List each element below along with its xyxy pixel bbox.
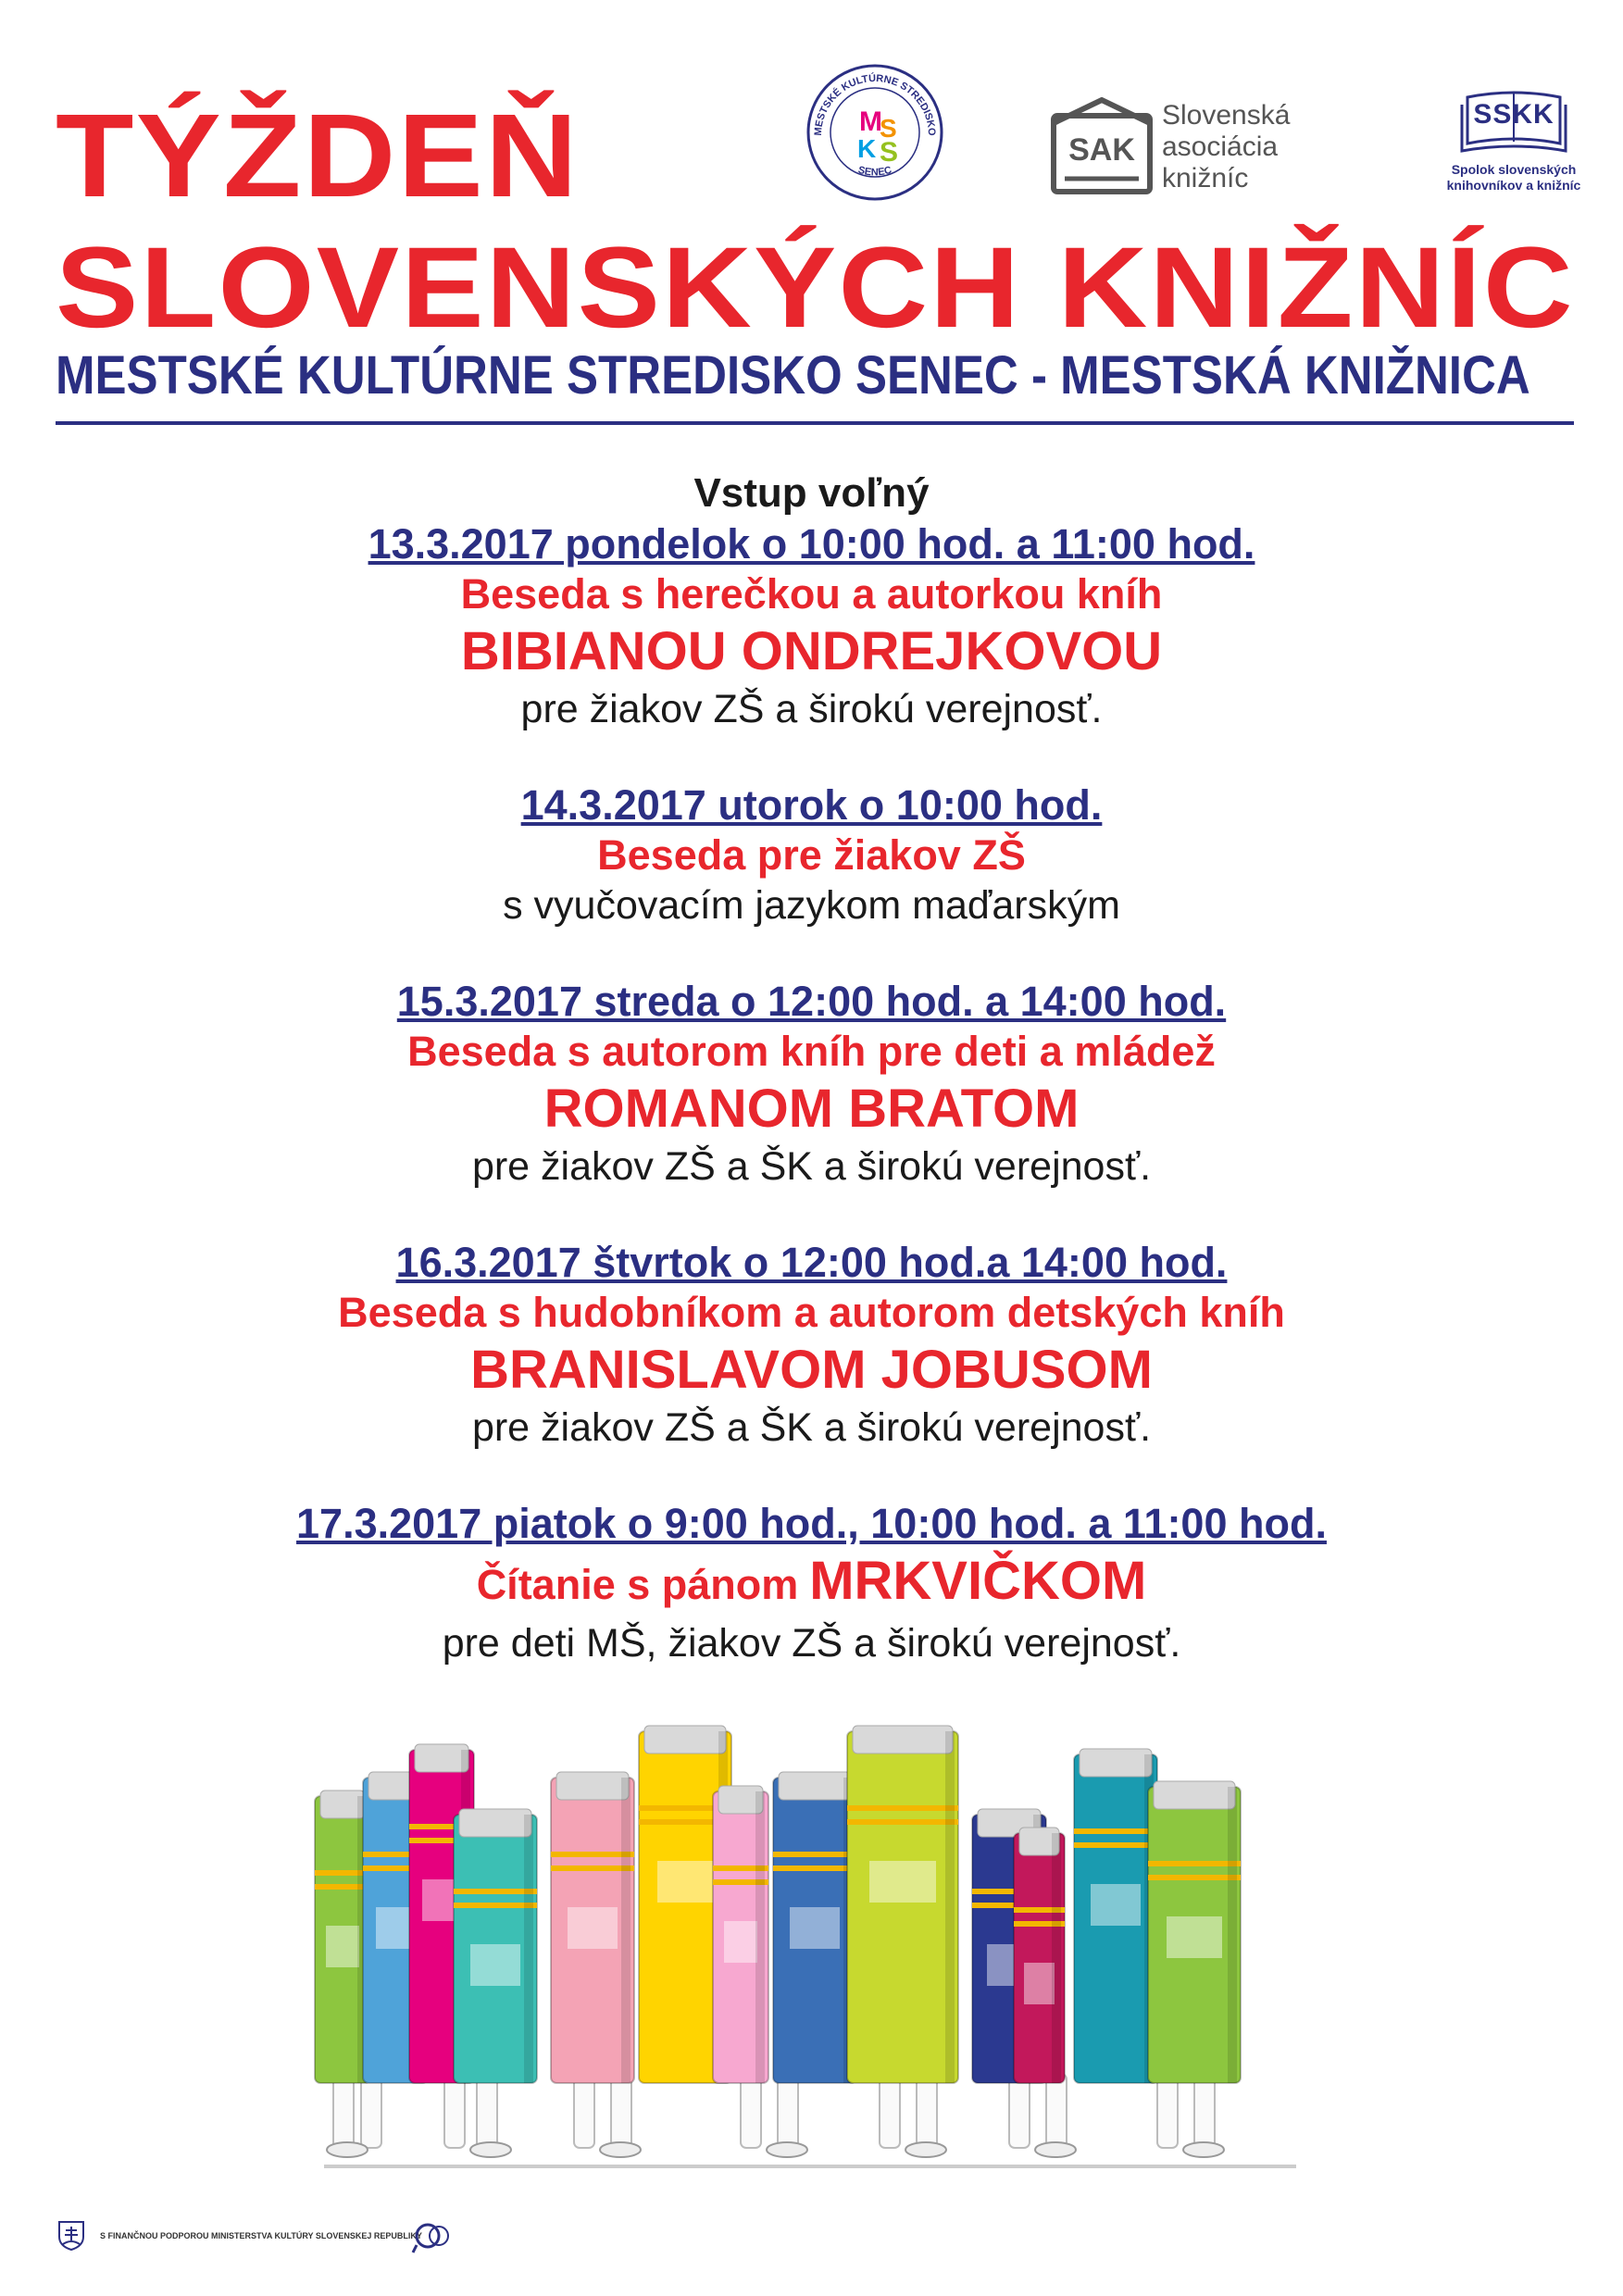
- event-description: Beseda s autorom kníh pre deti a mládež: [407, 1028, 1216, 1075]
- event-3: [0, 977, 1623, 1192]
- sak-name-line3: knižníc: [1162, 163, 1249, 193]
- footer-support-text: S FINANČNOU PODPOROU MINISTERSTVA KULTÚRY SLOVENSKEJ REPUBLIKY: [100, 2231, 422, 2240]
- book-spine: [1074, 1749, 1157, 2083]
- program: [0, 468, 1623, 1668]
- msks-letter-s1: S: [880, 114, 897, 143]
- msks-logo: [805, 63, 944, 202]
- msks-letter-s2: S: [880, 137, 899, 168]
- poster-subtitle: MESTSKÉ KULTÚRNE STREDISKO SENEC - MESTSKÁ KNIŽNICA: [56, 345, 1530, 406]
- event-audience: pre žiakov ZŠ a širokú verejnosť.: [520, 687, 1103, 731]
- book-spine: [847, 1726, 958, 2083]
- msks-ring-bottom: SENEC: [856, 164, 893, 179]
- sskk-logo: [1446, 88, 1581, 199]
- event-date: 15.3.2017 streda o 12:00 hod. a 14:00 hod.: [396, 978, 1227, 1025]
- event-description: Beseda pre žiakov ZŠ: [597, 831, 1026, 879]
- msks-letter-m: M: [859, 106, 882, 137]
- books: [315, 1726, 1241, 2083]
- event-5: [0, 1499, 1623, 1668]
- event-date: 17.3.2017 piatok o 9:00 hod., 10:00 hod. a 11:00 hod.: [296, 1500, 1327, 1547]
- poster-title-line1: TÝŽDEŇ: [56, 90, 580, 222]
- event-audience: pre žiakov ZŠ a ŠK a širokú verejnosť.: [471, 1144, 1152, 1189]
- book-spine: [1148, 1781, 1241, 2083]
- msks-letter-k: K: [857, 134, 877, 163]
- event-date: 16.3.2017 štvrtok o 12:00 hod.a 14:00 hod.: [395, 1239, 1228, 1286]
- sskk-name-line2: knihovníkov a knižníc: [1446, 178, 1581, 193]
- header-divider: [56, 421, 1574, 425]
- event-date: 13.3.2017 pondelok o 10:00 hod. a 11:00 hod.: [368, 520, 1255, 568]
- event-date: 14.3.2017 utorok o 10:00 hod.: [520, 781, 1103, 829]
- book-spine: [551, 1772, 634, 2083]
- poster-title-line2: SLOVENSKÝCH KNIŽNÍC: [56, 224, 1575, 352]
- sak-name-line2: asociácia: [1162, 131, 1279, 162]
- book-spine: [1014, 1828, 1065, 2083]
- event-guest: BRANISLAVOM JOBUSOM: [470, 1340, 1153, 1400]
- sak-logo-mark: [1051, 97, 1153, 194]
- sskk-abbr: SSKK: [1473, 99, 1554, 130]
- book-spine: [454, 1809, 537, 2083]
- event-description-line: [0, 1549, 1623, 1618]
- sskk-name: [1440, 162, 1588, 193]
- sak-name-line1: Slovenská: [1162, 100, 1291, 131]
- event-4: [0, 1238, 1623, 1453]
- event-guest: ROMANOM BRATOM: [543, 1079, 1080, 1139]
- event-description: Beseda s herečkou a autorkou kníh: [460, 570, 1163, 618]
- event-description: Beseda s hudobníkom a autorom detských kníh: [338, 1289, 1285, 1336]
- event-guest: BIBIANOU ONDREJKOVOU: [460, 621, 1163, 681]
- books-illustration: [306, 1713, 1324, 2176]
- entry-note: Vstup voľný: [693, 470, 930, 516]
- legs: [333, 2074, 1215, 2148]
- event-1: [0, 519, 1623, 734]
- event-2: [0, 780, 1623, 930]
- slovak-coat-of-arms-icon: [57, 2220, 85, 2252]
- event-audience: pre deti MŠ, žiakov ZŠ a širokú verejnosť.: [442, 1621, 1181, 1666]
- msks-ring-text: MESTSKÉ KULTÚRNE STREDISKO: [812, 72, 938, 136]
- sskk-name-line1: Spolok slovenských: [1451, 162, 1577, 177]
- event-description: Čítanie s pánom: [476, 1561, 799, 1608]
- event-audience: s vyučovacím jazykom maďarským: [503, 883, 1120, 928]
- book-spine: [773, 1772, 856, 2083]
- sak-name: [1162, 100, 1290, 194]
- book-spine: [713, 1786, 768, 2083]
- ministry-logo-icon: [407, 2217, 454, 2254]
- sak-abbr: SAK: [1068, 132, 1135, 168]
- event-guest: MRKVIČKOM: [809, 1551, 1147, 1611]
- event-audience: pre žiakov ZŠ a ŠK a širokú verejnosť.: [471, 1405, 1152, 1450]
